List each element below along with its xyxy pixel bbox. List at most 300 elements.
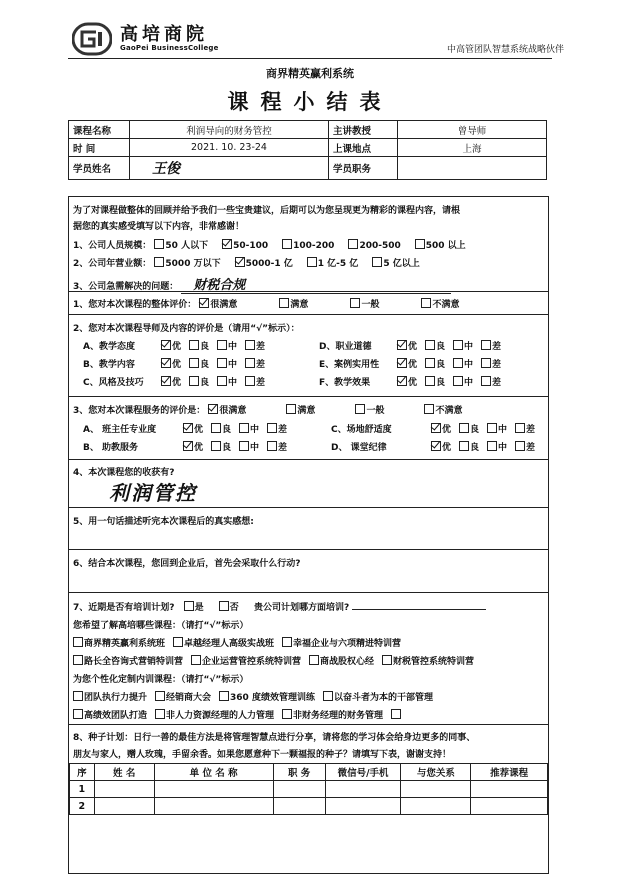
service-rating-grade-label: 优 (442, 443, 452, 453)
location-label: 上课地点 (329, 139, 398, 157)
service-rating-grade-label: 差 (526, 443, 536, 453)
plan-yes-checkbox[interactable] (184, 601, 194, 611)
instructor-rating-grade-option (425, 339, 445, 352)
instructor-rating-grade-option (481, 357, 501, 370)
revenue-option-label: 1 亿-5 亿 (317, 259, 359, 269)
service-rating-grade-option (431, 440, 451, 453)
instructor-rating-grade-option (453, 357, 473, 370)
referral-cell[interactable] (94, 781, 154, 798)
instructor-rating-grade-option (245, 339, 265, 352)
company-size-option-label: 100-200 (293, 241, 335, 251)
service-rating-option-label: 不满意 (435, 406, 463, 416)
position-value[interactable] (398, 157, 547, 180)
service-rating-grade-option (267, 422, 287, 435)
service-rating-checkbox[interactable] (286, 404, 296, 414)
revenue-checkbox[interactable] (372, 257, 382, 267)
instructor-rating-grade-label: 优 (172, 360, 182, 370)
instructor-rating-grade-checkbox[interactable] (481, 340, 491, 350)
revenue-option (372, 256, 419, 269)
course-info-table (68, 120, 547, 180)
course-label: 财税管控系统特训营 (393, 657, 475, 667)
company-size-options (154, 241, 479, 251)
gains-label: 4、本次课程您的收获有? (73, 468, 175, 478)
course-name-value[interactable]: 利润导向的财务管控 (130, 121, 329, 139)
service-rating-grade-label: 差 (526, 425, 536, 435)
instructor-rating-grade-checkbox[interactable] (217, 340, 227, 350)
custom-course-checkbox[interactable] (73, 709, 83, 719)
course-label: 卓越经理人高级实战班 (184, 639, 275, 649)
custom-course-label: 非人力资源经理的人力管理 (166, 711, 275, 721)
brand-name-en: GaoPei BusinessCollege (120, 44, 219, 52)
instructor-rating-grade-option (189, 357, 209, 370)
referral-cell[interactable] (471, 781, 548, 798)
company-size-checkbox[interactable] (348, 239, 358, 249)
service-rating-grade-label: 良 (470, 443, 480, 453)
brand-slogan: 中高管团队智慧系统战略伙伴 (446, 45, 564, 55)
instructor-rating-grade-option (397, 357, 417, 370)
time-value[interactable]: 2021. 10. 23-24 (130, 139, 329, 157)
service-rating-grade-checkbox[interactable] (183, 441, 193, 451)
service-rating-grade-checkbox[interactable] (267, 441, 277, 451)
referral-table (69, 763, 548, 815)
service-rating-grade-option (239, 440, 259, 453)
teacher-value[interactable]: 曾导师 (398, 121, 547, 139)
urgent-issue-handwriting: 财税合规 (193, 278, 246, 293)
location-value[interactable]: 上海 (398, 139, 547, 157)
company-size-checkbox[interactable] (222, 239, 232, 249)
company-size-option-label: 500 以上 (425, 241, 466, 251)
brand-name-cn: 高培商院 (120, 24, 208, 45)
instructor-rating-item-name: E、案例实用性 (319, 360, 380, 370)
instructor-rating-grade-label: 优 (408, 360, 418, 370)
instructor-rating-item (319, 339, 509, 352)
service-rating-grade-option (487, 440, 507, 453)
referral-header-cell: 职 务 (273, 764, 325, 781)
custom-courses-label: 为您个性化定制内训课程：（请打“√”标示） (73, 675, 249, 685)
instructor-rating-grade-checkbox[interactable] (217, 376, 227, 386)
referral-header-cell: 姓 名 (94, 764, 154, 781)
instructor-rating-grade-checkbox[interactable] (453, 358, 463, 368)
course-option (73, 654, 183, 667)
revenue-label: 2、公司年营业额： (73, 259, 152, 269)
overall-rating-checkbox[interactable] (421, 298, 431, 308)
custom-course-checkbox[interactable] (282, 709, 292, 719)
company-size-option (415, 238, 466, 251)
instructor-rating-grade-checkbox[interactable] (425, 340, 435, 350)
course-checkbox[interactable] (73, 655, 83, 665)
instructor-rating-grade-option (245, 375, 265, 388)
custom-course-option (155, 690, 211, 703)
referral-header-cell: 与您关系 (401, 764, 471, 781)
training-plan-row (73, 600, 486, 613)
gains-handwriting[interactable]: 利润管控 (109, 481, 197, 505)
instructor-rating-grade-option (189, 375, 209, 388)
revenue-option (154, 256, 220, 269)
service-rating-grade-option (487, 422, 507, 435)
instructor-rating-grade-label: 良 (200, 342, 210, 352)
instructor-rating-grade-option (217, 357, 237, 370)
impression-label: 5、用一句话描述听完本次课程后的真实感想: (73, 517, 254, 527)
urgent-issue-label: 3、公司急需解决的问题： (73, 282, 179, 292)
service-rating-grade-checkbox[interactable] (487, 423, 497, 433)
service-rating-grade-checkbox[interactable] (487, 441, 497, 451)
custom-course-label: 团队执行力提升 (84, 693, 148, 703)
instructor-rating-grade-option (189, 339, 209, 352)
service-rating-label: 3、您对本次课程服务的评价是： (73, 406, 206, 416)
custom-course-checkbox[interactable] (323, 691, 333, 701)
course-label: 路长全咨询式营销特训营 (84, 657, 184, 667)
revenue-checkbox[interactable] (154, 257, 164, 267)
instructor-rating-grade-checkbox[interactable] (189, 358, 199, 368)
instructor-rating-grade-checkbox[interactable] (453, 376, 463, 386)
custom-options-row-2 (73, 708, 410, 721)
plan-area-field[interactable] (352, 609, 486, 610)
course-name-label: 课程名称 (69, 121, 130, 139)
company-size-row (73, 238, 480, 251)
custom-course-checkbox[interactable] (391, 709, 401, 719)
instructor-rating-item (319, 357, 509, 370)
service-rating-options (208, 406, 502, 416)
instructor-rating-grade-label: 中 (228, 360, 238, 370)
referral-cell[interactable] (471, 798, 548, 815)
overall-rating-row (73, 297, 501, 310)
custom-course-checkbox[interactable] (155, 709, 165, 719)
service-rating-grade-label: 良 (222, 443, 232, 453)
service-rating-item (331, 440, 543, 453)
overall-rating-option-label: 一般 (361, 300, 380, 310)
overall-rating-option (199, 297, 237, 310)
referral-cell[interactable] (325, 798, 401, 815)
instructor-rating-grade-checkbox[interactable] (245, 358, 255, 368)
service-rating-item (83, 440, 295, 453)
service-rating-grade-checkbox[interactable] (459, 441, 469, 451)
teacher-label: 主讲教授 (329, 121, 398, 139)
instructor-rating-grade-label: 优 (172, 342, 182, 352)
instructor-rating-item-name: A、教学态度 (83, 342, 135, 352)
service-rating-grade-option (183, 422, 203, 435)
instructor-rating-grade-option (161, 339, 181, 352)
instructor-rating-grade-label: 差 (492, 342, 502, 352)
service-rating-grade-label: 差 (278, 443, 288, 453)
document-title: 课程小结表 (227, 90, 393, 114)
action-label: 6、结合本次课程，您回到企业后，首先会采取什么行动? (73, 559, 301, 569)
student-name-handwriting: 王俊 (152, 161, 180, 177)
service-rating-grade-checkbox[interactable] (239, 423, 249, 433)
instructor-rating-grade-option (245, 357, 265, 370)
instructor-rating-grade-checkbox[interactable] (161, 358, 171, 368)
custom-course-option (282, 708, 383, 721)
referral-cell[interactable] (325, 781, 401, 798)
plan-area-label: 贵公司计划哪方面培训? (253, 603, 350, 613)
seed-plan-line-2: 朋友与家人，赠人玫瑰，手留余香。如果您愿意种下一颗福报的种子？请填写下表，谢谢支持！ (73, 750, 452, 760)
service-rating-grade-checkbox[interactable] (211, 441, 221, 451)
referral-cell[interactable] (154, 781, 273, 798)
course-label: 幸福企业与六项精进特训营 (293, 639, 402, 649)
company-size-checkbox[interactable] (282, 239, 292, 249)
company-size-label: 1、公司人员规模： (73, 241, 152, 251)
header-divider (68, 58, 552, 59)
instructor-rating-grade-checkbox[interactable] (425, 358, 435, 368)
intro-line-2: 据您的真实感受填写以下内容，非常感谢！ (73, 222, 245, 232)
instructor-rating-grade-option (397, 339, 417, 352)
overall-rating-option (421, 297, 459, 310)
course-checkbox[interactable] (382, 655, 392, 665)
instructor-rating-grade-option (397, 375, 417, 388)
instructor-rating-grade-option (481, 339, 501, 352)
overall-rating-option (279, 297, 308, 310)
instructor-rating-grade-checkbox[interactable] (397, 340, 407, 350)
instructor-rating-grade-checkbox[interactable] (217, 358, 227, 368)
service-rating-grade-option (459, 440, 479, 453)
instructor-rating-grade-label: 中 (464, 360, 474, 370)
service-rating-grade-option (183, 440, 203, 453)
instructor-rating-grade-option (453, 339, 473, 352)
service-rating-grade-checkbox[interactable] (431, 441, 441, 451)
service-rating-item-name: A、 班主任专业度 (83, 425, 157, 435)
course-options-row-2 (73, 654, 482, 667)
overall-rating-checkbox[interactable] (279, 298, 289, 308)
service-rating-grade-checkbox[interactable] (211, 423, 221, 433)
instructor-rating-grade-label: 差 (492, 360, 502, 370)
company-size-option-label: 50-100 (233, 241, 269, 251)
instructor-rating-item (319, 375, 509, 388)
instructor-rating-grade-label: 中 (228, 378, 238, 388)
overall-rating-label: 1、您对本次课程的整体评价： (73, 300, 197, 310)
revenue-option (235, 256, 293, 269)
instructor-rating-grade-checkbox[interactable] (425, 376, 435, 386)
custom-course-option (155, 708, 274, 721)
service-rating-option (424, 403, 462, 416)
overall-rating-option (350, 297, 379, 310)
instructor-rating-grade-label: 良 (436, 378, 446, 388)
instructor-rating-item-name: B、教学内容 (83, 360, 135, 370)
custom-course-option (391, 709, 402, 721)
service-rating-grade-label: 中 (498, 425, 508, 435)
service-rating-grade-label: 差 (278, 425, 288, 435)
service-rating-item-name: C、场地舒适度 (331, 425, 392, 435)
service-rating-checkbox[interactable] (355, 404, 365, 414)
instructor-rating-grade-checkbox[interactable] (481, 376, 491, 386)
revenue-option-label: 5000 万以下 (165, 259, 221, 269)
service-rating-grade-checkbox[interactable] (239, 441, 249, 451)
instructor-rating-grade-option (161, 375, 181, 388)
instructor-rating-grade-checkbox[interactable] (453, 340, 463, 350)
instructor-rating-grade-label: 差 (256, 342, 266, 352)
instructor-rating-grade-label: 差 (492, 378, 502, 388)
training-plan-label: 7、近期是否有培训计划? (73, 603, 175, 613)
service-rating-grade-label: 优 (194, 425, 204, 435)
overall-rating-options (199, 300, 501, 310)
instructor-rating-grade-checkbox[interactable] (189, 340, 199, 350)
instructor-rating-grade-checkbox[interactable] (189, 376, 199, 386)
service-rating-grade-option (239, 422, 259, 435)
service-rating-item (83, 422, 295, 435)
service-rating-grade-checkbox[interactable] (183, 423, 193, 433)
referral-cell[interactable] (94, 798, 154, 815)
course-option (173, 636, 274, 649)
referral-cell[interactable] (273, 781, 325, 798)
revenue-option (307, 256, 359, 269)
time-label: 时 间 (69, 139, 130, 157)
instructor-rating-grade-label: 良 (200, 378, 210, 388)
revenue-checkbox[interactable] (307, 257, 317, 267)
plan-no-checkbox[interactable] (219, 601, 229, 611)
service-rating-grade-option (211, 422, 231, 435)
referral-row-number: 1 (70, 781, 95, 798)
service-rating-option-label: 满意 (297, 406, 316, 416)
custom-options-row-1 (73, 690, 441, 703)
service-rating-grade-checkbox[interactable] (267, 423, 277, 433)
referral-header-cell: 推荐课程 (471, 764, 548, 781)
instructor-rating-grade-checkbox[interactable] (481, 358, 491, 368)
instructor-rating-item-name: D、职业道德 (319, 342, 372, 352)
instructor-rating-grade-option (453, 375, 473, 388)
service-rating-option-label: 很满意 (219, 406, 247, 416)
referral-cell[interactable] (273, 798, 325, 815)
service-rating-grade-option (267, 440, 287, 453)
revenue-option-label: 5 亿以上 (383, 259, 420, 269)
referral-header-cell: 单 位 名 称 (154, 764, 273, 781)
company-size-option-label: 50 人以下 (165, 241, 209, 251)
referral-cell[interactable] (154, 798, 273, 815)
service-rating-row (73, 403, 502, 416)
instructor-rating-item (83, 339, 273, 352)
custom-course-label: 经销商大会 (166, 693, 212, 703)
custom-course-option (323, 690, 433, 703)
intro-line-1: 为了对课程做整体的回顾并给予我们一些宝贵建议，后期可以为您呈现更为精彩的课程内容，请根 (73, 206, 461, 216)
service-rating-grade-checkbox[interactable] (515, 423, 525, 433)
company-size-checkbox[interactable] (154, 239, 164, 249)
custom-course-checkbox[interactable] (219, 691, 229, 701)
course-option (309, 654, 374, 667)
revenue-row (73, 256, 434, 269)
company-size-option (348, 239, 400, 251)
instructor-rating-grade-label: 良 (436, 342, 446, 352)
service-rating-grade-label: 良 (470, 425, 480, 435)
feedback-form (68, 196, 549, 874)
instructor-rating-grade-label: 中 (464, 342, 474, 352)
custom-course-option (219, 690, 315, 703)
course-checkbox[interactable] (73, 637, 83, 647)
service-rating-grade-checkbox[interactable] (431, 423, 441, 433)
course-checkbox[interactable] (282, 637, 292, 647)
service-rating-item-name: B、 助教服务 (83, 443, 138, 453)
instructor-rating-grade-label: 优 (408, 342, 418, 352)
instructor-rating-grade-checkbox[interactable] (397, 358, 407, 368)
seed-plan-line-1: 8、种子计划：日行一善的最佳方法是将管理智慧点进行分享，请将您的学习体会给身边更多的同事、 (73, 733, 476, 743)
service-rating-item (331, 422, 543, 435)
instructor-rating-grade-checkbox[interactable] (161, 376, 171, 386)
system-name: 商界精英赢利系统 (266, 67, 354, 80)
referral-header-cell: 微信号/手机 (325, 764, 401, 781)
instructor-rating-grade-option (481, 375, 501, 388)
position-label: 学员职务 (329, 157, 398, 180)
instructor-rating-grade-checkbox[interactable] (245, 376, 255, 386)
company-size-option (222, 239, 268, 251)
service-rating-checkbox[interactable] (424, 404, 434, 414)
course-checkbox[interactable] (173, 637, 183, 647)
overall-rating-option-label: 满意 (290, 300, 309, 310)
service-rating-grade-option (515, 440, 535, 453)
service-rating-grade-label: 中 (250, 425, 260, 435)
custom-course-checkbox[interactable] (155, 691, 165, 701)
course-checkbox[interactable] (191, 655, 201, 665)
service-rating-option-label: 一般 (366, 406, 385, 416)
service-rating-grade-checkbox[interactable] (459, 423, 469, 433)
gaopei-logo-icon (72, 22, 112, 56)
instructor-rating-grade-option (161, 357, 181, 370)
course-label: 商战股权心经 (320, 657, 375, 667)
instructor-rating-grade-label: 中 (464, 378, 474, 388)
student-name-value[interactable] (130, 157, 329, 180)
instructor-rating-grade-option (217, 375, 237, 388)
custom-course-checkbox[interactable] (73, 691, 83, 701)
instructor-rating-grade-checkbox[interactable] (161, 340, 171, 350)
service-rating-option (286, 403, 315, 416)
custom-course-label: 高绩效团队打造 (84, 711, 148, 721)
custom-course-label: 360 度绩效管理训练 (230, 693, 315, 703)
plan-no-label: 否 (229, 603, 239, 613)
course-option (382, 654, 474, 667)
instructor-rating-grade-label: 良 (436, 360, 446, 370)
service-rating-checkbox[interactable] (208, 404, 218, 414)
service-rating-grade-option (211, 440, 231, 453)
service-rating-grade-label: 优 (194, 443, 204, 453)
service-rating-option (355, 403, 384, 416)
instructor-rating-grade-checkbox[interactable] (245, 340, 255, 350)
overall-rating-checkbox[interactable] (350, 298, 360, 308)
company-size-option-label: 200-500 (359, 241, 401, 251)
overall-rating-option-label: 不满意 (432, 300, 460, 310)
instructor-rating-grade-label: 差 (256, 378, 266, 388)
course-options-row-1 (73, 636, 409, 649)
plan-yes-label: 是 (194, 603, 204, 613)
custom-course-option (73, 690, 147, 703)
course-option (73, 636, 165, 649)
company-size-checkbox[interactable] (415, 239, 425, 249)
service-rating-grade-option (431, 422, 451, 435)
instructor-rating-item-name: F、教学效果 (319, 378, 371, 388)
referral-cell[interactable] (401, 781, 471, 798)
service-rating-item-name: D、 课堂纪律 (331, 443, 387, 453)
service-rating-option (208, 403, 246, 416)
referral-cell[interactable] (401, 798, 471, 815)
instructor-rating-item-name: C、风格及技巧 (83, 378, 144, 388)
revenue-checkbox[interactable] (235, 257, 245, 267)
instructor-rating-grade-label: 中 (228, 342, 238, 352)
custom-course-label: 以奋斗者为本的干部管理 (333, 693, 433, 703)
referral-row-number: 2 (70, 798, 95, 815)
service-rating-grade-label: 中 (250, 443, 260, 453)
table-row (70, 781, 548, 798)
instructor-rating-item (83, 357, 273, 370)
service-rating-grade-option (459, 422, 479, 435)
instructor-rating-grade-label: 差 (256, 360, 266, 370)
service-rating-grade-label: 中 (498, 443, 508, 453)
instructor-rating-grade-option (425, 375, 445, 388)
instructor-rating-grade-option (425, 357, 445, 370)
course-checkbox[interactable] (309, 655, 319, 665)
overall-rating-checkbox[interactable] (199, 298, 209, 308)
instructor-rating-grade-checkbox[interactable] (397, 376, 407, 386)
known-courses-label: 您希望了解高培哪些课程：（请打“√”标示） (73, 621, 249, 631)
course-option (191, 654, 301, 667)
service-rating-grade-checkbox[interactable] (515, 441, 525, 451)
revenue-options (154, 259, 433, 269)
student-name-label: 学员姓名 (69, 157, 130, 180)
course-option (282, 636, 401, 649)
custom-course-label: 非财务经理的财务管理 (293, 711, 384, 721)
